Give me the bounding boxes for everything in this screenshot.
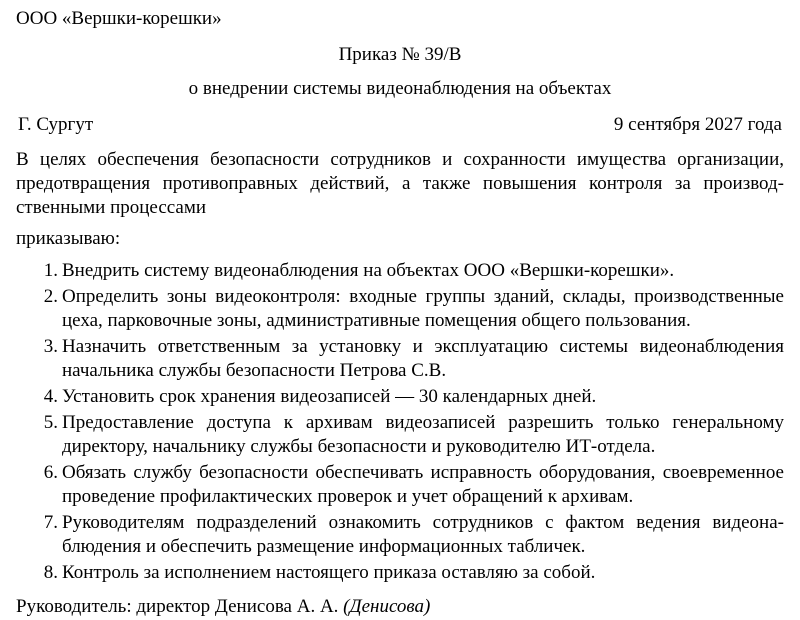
organization-name: ООО «Вершки-корешки» xyxy=(16,8,222,29)
item-text: Внедрить систему видеонаблюдения на объектах ООО «Вершки-корешки». xyxy=(62,260,675,281)
preamble-paragraph: В целях обеспечения безопасности сотрудников и сохранности имущества организации, предотвращения противоправных действий, а также повышения контроля за производственными процессами xyxy=(16,149,784,218)
item-text: Контроль за исполнением настоящего приказа оставляю за собой. xyxy=(62,562,596,583)
document-subtitle: о внедрении системы видеонаблюдения на объектах xyxy=(188,78,612,99)
order-document xyxy=(16,4,784,619)
list-item xyxy=(16,461,784,509)
item-number: 1. xyxy=(43,260,58,281)
item-text: Обязать службу безопасности обеспечивать исправность оборудования, своевременное проведение профилактических проверок и учет обращений к архивам. xyxy=(62,462,784,507)
place-date-row xyxy=(16,110,784,140)
list-item xyxy=(16,511,784,559)
list-item xyxy=(16,561,784,585)
list-item xyxy=(16,335,784,383)
city: Г. Сургут xyxy=(18,114,94,135)
handwritten-signature: (Денисова) xyxy=(343,596,431,617)
item-number: 6. xyxy=(43,462,58,483)
list-item xyxy=(16,285,784,333)
list-item xyxy=(16,259,784,283)
item-text: Определить зоны видеоконтроля: входные группы зданий, склады, производственные цеха, парковочные зоны, административные помещения общего пользования. xyxy=(62,286,784,331)
document-title: Приказ № 39/В xyxy=(338,44,462,65)
item-number: 3. xyxy=(43,336,58,357)
item-text: Руководителям подразделений ознакомить сотрудников с фактом ведения видеонаблюдения и обеспечить размещение информационных табличек. xyxy=(62,512,784,557)
list-item xyxy=(16,411,784,459)
order-items-list xyxy=(16,259,784,585)
item-text: Назначить ответственным за установку и эксплуатацию системы видеонаблюдения начальника службы безопасности Петрова С.В. xyxy=(62,336,784,381)
document-date: 9 сентября 2027 года xyxy=(613,114,782,135)
item-number: 2. xyxy=(43,286,58,307)
item-text: Установить срок хранения видеозаписей — 30 календарных дней. xyxy=(62,386,597,407)
signature-label: Руководитель: директор Денисова А. А. xyxy=(16,596,339,617)
item-number: 5. xyxy=(43,412,58,433)
item-number: 7. xyxy=(43,512,58,533)
list-item xyxy=(16,385,784,409)
item-text: Предоставление доступа к архивам видеозаписей разрешить только генеральному директору, начальнику службы безопасности и руководителю ИТ-отдела. xyxy=(62,412,784,457)
orders-word: приказываю: xyxy=(16,228,121,249)
item-number: 8. xyxy=(43,562,58,583)
signature-line xyxy=(16,595,784,619)
item-number: 4. xyxy=(43,386,58,407)
